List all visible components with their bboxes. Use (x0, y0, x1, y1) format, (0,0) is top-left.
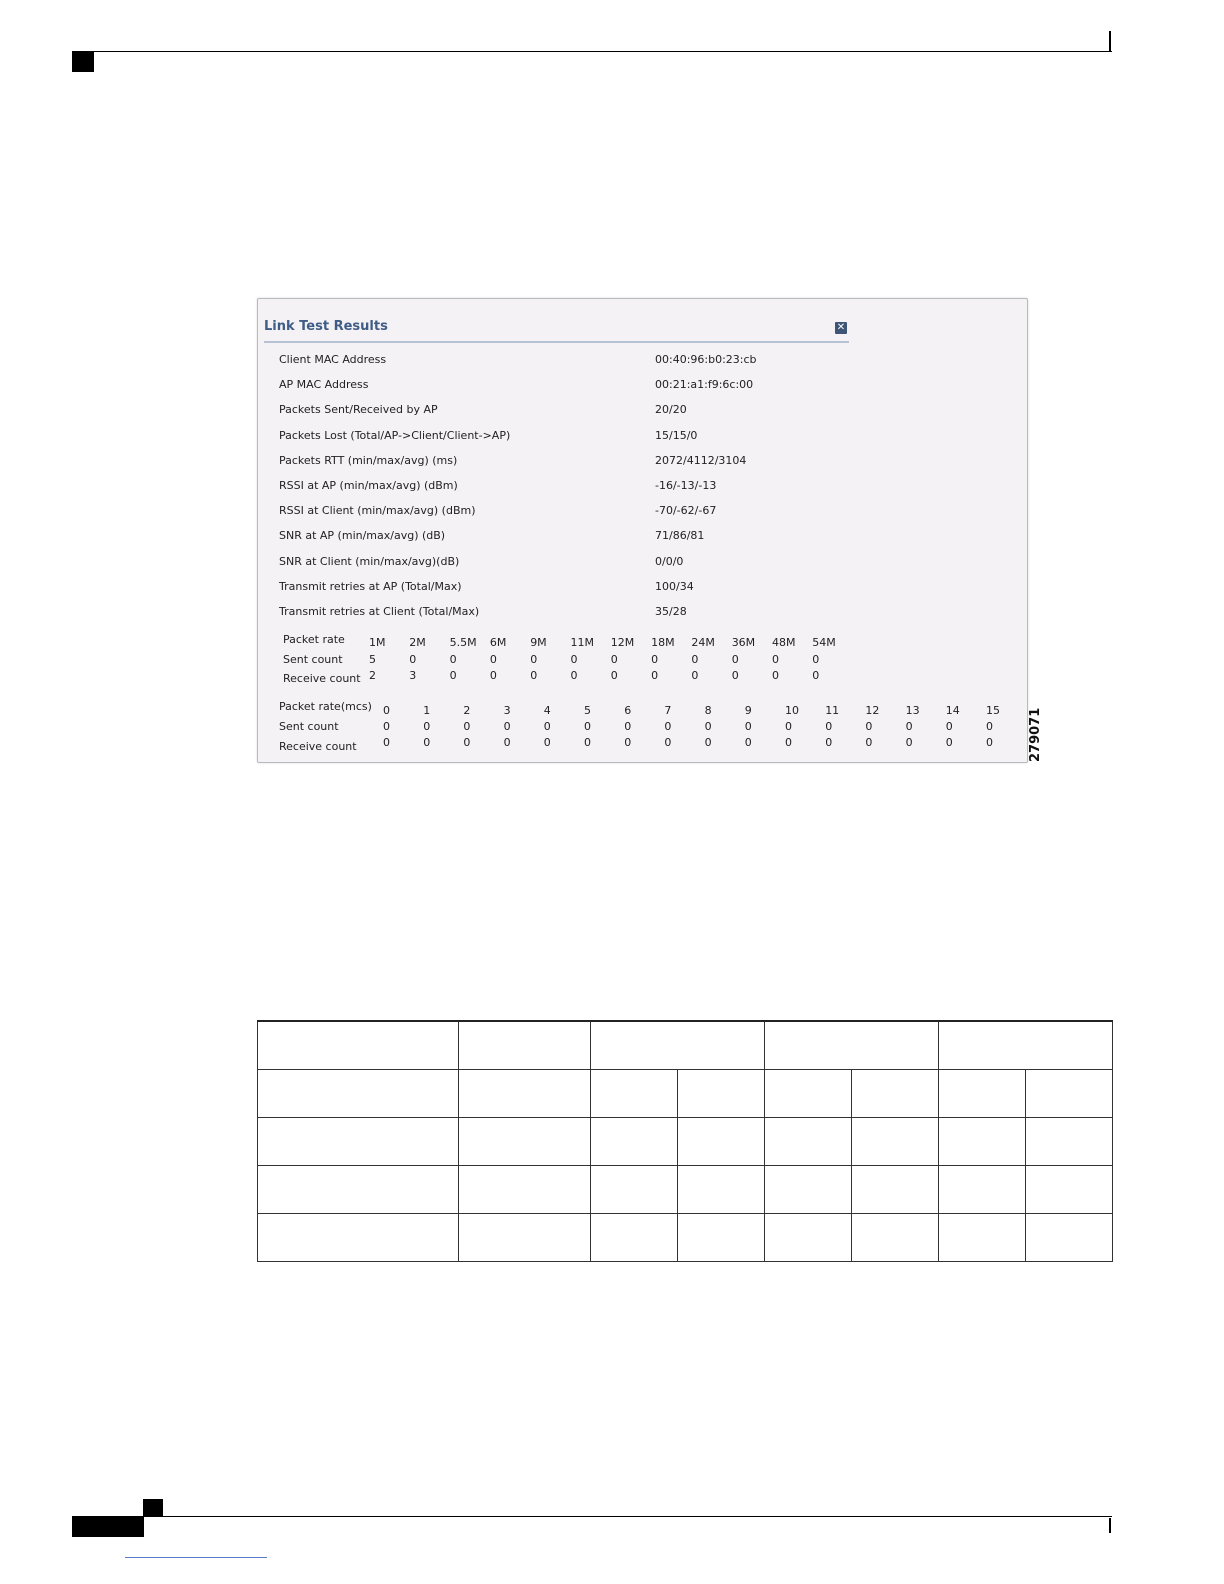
rate-value: 0 (651, 669, 659, 682)
mcs-header: 8 (704, 704, 712, 717)
result-label: Packets RTT (min/max/avg) (ms) (279, 453, 458, 467)
table-cell (852, 1214, 939, 1262)
mcs-value: 0 (704, 736, 712, 749)
table-cell (939, 1021, 1113, 1070)
footer-marker (143, 1499, 163, 1517)
mcs-value: 0 (704, 720, 712, 733)
rate-value: 0 (691, 669, 699, 682)
mcs-value: 0 (624, 720, 632, 733)
grid-row-label: Receive count (279, 740, 357, 753)
rate-header: 18M (651, 636, 675, 649)
table-cell (939, 1118, 1026, 1166)
table-cell (678, 1070, 765, 1118)
table-cell (765, 1166, 852, 1214)
table-cell (258, 1070, 459, 1118)
table-cell (765, 1118, 852, 1166)
mcs-header: 4 (543, 704, 551, 717)
table-cell (852, 1118, 939, 1166)
rate-header: 11M (570, 636, 594, 649)
table-cell (939, 1166, 1026, 1214)
table-row (258, 1166, 1113, 1214)
result-label: Packets Lost (Total/AP->Client/Client->AP) (279, 428, 511, 442)
result-value: 00:21:a1:f9:6c:00 (655, 378, 754, 392)
rate-value: 0 (731, 669, 739, 682)
table-row (258, 1021, 1113, 1070)
table-cell (591, 1021, 765, 1070)
table-cell (1026, 1118, 1113, 1166)
rate-value: 0 (449, 653, 457, 666)
rate-value: 0 (570, 653, 578, 666)
result-value: 71/86/81 (655, 529, 705, 543)
mcs-value: 0 (865, 720, 873, 733)
rate-value: 0 (570, 669, 578, 682)
result-label: SNR at Client (min/max/avg)(dB) (279, 554, 460, 568)
mcs-value: 0 (463, 736, 471, 749)
result-label: Packets Sent/Received by AP (279, 403, 438, 417)
result-value: -16/-13/-13 (655, 479, 717, 492)
table-row (258, 1118, 1113, 1166)
mcs-value: 0 (825, 720, 833, 733)
table-row (258, 1070, 1113, 1118)
close-icon[interactable]: ✕ (836, 322, 846, 333)
rate-value: 0 (651, 653, 659, 666)
mcs-value: 0 (785, 720, 792, 733)
result-label: Client MAC Address (279, 353, 387, 366)
table-cell (591, 1118, 678, 1166)
result-label: AP MAC Address (279, 378, 369, 392)
table-cell (765, 1021, 939, 1070)
rate-value: 0 (772, 653, 779, 666)
footer-tick (1109, 1518, 1111, 1533)
rate-header: 1M (369, 636, 386, 649)
rate-value: 0 (409, 653, 417, 666)
result-value: 2072/4112/3104 (655, 453, 747, 467)
result-value: 20/20 (655, 403, 687, 417)
table-cell (678, 1166, 765, 1214)
table-cell (852, 1070, 939, 1118)
rate-value: 0 (812, 653, 820, 666)
mcs-value: 0 (543, 720, 551, 733)
mcs-header: 13 (905, 704, 920, 717)
result-value: 15/15/0 (655, 428, 698, 442)
mcs-value: 0 (744, 736, 752, 749)
table-cell (1026, 1070, 1113, 1118)
footer-link-underline[interactable] (125, 1557, 267, 1558)
rate-value: 0 (530, 653, 538, 666)
mcs-header: 3 (503, 704, 511, 717)
mcs-header: 1 (423, 704, 431, 717)
rate-value: 0 (489, 669, 497, 682)
table-cell (1026, 1166, 1113, 1214)
mcs-value: 0 (503, 736, 511, 749)
rate-header: 5.5M (449, 636, 477, 649)
rate-value: 0 (731, 653, 739, 666)
mcs-value: 0 (624, 736, 632, 749)
table-cell (258, 1021, 459, 1070)
dialog-title: Link Test Results (264, 319, 388, 334)
rate-value: 0 (691, 653, 699, 666)
mcs-header: 14 (945, 704, 960, 717)
mcs-value: 0 (503, 720, 511, 733)
mcs-value: 0 (905, 736, 913, 749)
table-cell (765, 1214, 852, 1262)
mcs-value: 0 (584, 736, 591, 749)
mcs-value: 0 (383, 736, 390, 749)
rate-value: 0 (610, 669, 618, 682)
table-cell (459, 1118, 591, 1166)
table-cell (459, 1166, 591, 1214)
mcs-value: 0 (825, 736, 833, 749)
table-cell (258, 1118, 459, 1166)
mcs-value: 0 (986, 736, 993, 749)
rate-value: 0 (489, 653, 497, 666)
header-marker (72, 52, 94, 72)
mcs-value: 0 (423, 736, 431, 749)
mcs-value: 0 (945, 720, 953, 733)
result-label: SNR at AP (min/max/avg) (dB) (279, 529, 446, 543)
footer-rule (72, 1516, 1112, 1517)
mcs-header: 12 (865, 704, 880, 717)
header-tick (1109, 31, 1111, 51)
mcs-value: 0 (865, 736, 873, 749)
rate-value: 3 (409, 669, 417, 682)
table-cell (678, 1214, 765, 1262)
table-cell (459, 1214, 591, 1262)
table-cell (459, 1021, 591, 1070)
empty-table (257, 1020, 1113, 1262)
table-cell (678, 1118, 765, 1166)
table-cell (591, 1214, 678, 1262)
result-value: 35/28 (655, 605, 687, 618)
mcs-value: 0 (744, 720, 752, 733)
rate-header: 24M (691, 636, 715, 649)
figure-id: 279071 (1028, 707, 1043, 762)
grid-row-label: Receive count (283, 672, 361, 685)
mcs-header: 11 (825, 704, 840, 717)
result-value: 00:40:96:b0:23:cb (655, 353, 757, 366)
mcs-value: 0 (383, 720, 390, 733)
mcs-header: 15 (986, 704, 1000, 717)
result-label: Transmit retries at AP (Total/Max) (279, 579, 462, 593)
rate-header: 2M (409, 636, 426, 649)
grid-row-label: Packet rate (283, 633, 345, 646)
rate-header: 6M (489, 636, 507, 649)
result-value: -70/-62/-67 (655, 504, 717, 518)
result-label: RSSI at Client (min/max/avg) (dBm) (279, 504, 476, 518)
result-value: 100/34 (655, 579, 694, 593)
table-cell (1026, 1214, 1113, 1262)
table-cell (591, 1166, 678, 1214)
rate-value: 0 (449, 669, 457, 682)
mcs-header: 9 (744, 704, 752, 717)
grid-row-label: Sent count (279, 720, 339, 733)
rate-value: 0 (812, 669, 820, 682)
result-label: Transmit retries at Client (Total/Max) (279, 605, 480, 618)
rate-header: 54M (812, 636, 836, 649)
mcs-header: 6 (624, 704, 632, 717)
mcs-value: 0 (543, 736, 551, 749)
mcs-header: 2 (463, 704, 471, 717)
rate-header: 12M (610, 636, 635, 649)
table-cell (258, 1166, 459, 1214)
rate-header: 9M (530, 636, 547, 649)
rate-value: 0 (772, 669, 779, 682)
mcs-value: 0 (905, 720, 913, 733)
mcs-header: 10 (785, 704, 799, 717)
table-cell (765, 1070, 852, 1118)
result-label: RSSI at AP (min/max/avg) (dBm) (279, 479, 458, 492)
link-test-results-dialog (257, 298, 1028, 763)
table-cell (258, 1214, 459, 1262)
footer-bar (72, 1517, 144, 1537)
mcs-header: 0 (383, 704, 390, 717)
mcs-header: 7 (664, 704, 672, 717)
rate-value: 0 (610, 653, 618, 666)
header-rule (72, 51, 1112, 52)
grid-row-label: Sent count (283, 653, 343, 666)
mcs-value: 0 (423, 720, 431, 733)
mcs-value: 0 (785, 736, 792, 749)
table-cell (591, 1070, 678, 1118)
title-divider (264, 341, 849, 343)
result-value: 0/0/0 (655, 554, 684, 568)
mcs-value: 0 (664, 736, 672, 749)
mcs-value: 0 (664, 720, 672, 733)
grid-row-label: Packet rate(mcs) (279, 700, 372, 713)
table-cell (459, 1070, 591, 1118)
mcs-value: 0 (584, 720, 591, 733)
mcs-header: 5 (584, 704, 591, 717)
table-cell (939, 1070, 1026, 1118)
table-cell (852, 1166, 939, 1214)
rate-value: 0 (530, 669, 538, 682)
rate-header: 36M (731, 636, 756, 649)
table-row (258, 1214, 1113, 1262)
table-cell (939, 1214, 1026, 1262)
rate-value: 2 (369, 669, 376, 682)
mcs-value: 0 (463, 720, 471, 733)
mcs-value: 0 (986, 720, 993, 733)
rate-value: 5 (369, 653, 376, 666)
rate-header: 48M (772, 636, 796, 649)
mcs-value: 0 (945, 736, 953, 749)
